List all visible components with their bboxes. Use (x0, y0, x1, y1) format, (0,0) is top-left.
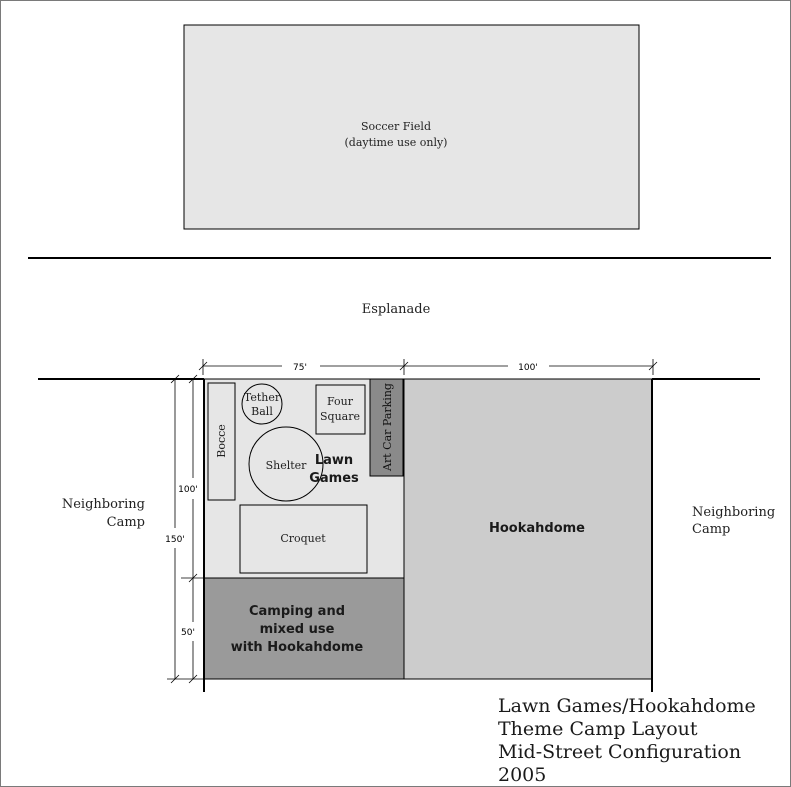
tether-ball-circle (242, 384, 282, 424)
dim-total-depth: 150' (165, 535, 185, 545)
title-line1: Lawn Games/Hookahdome (498, 695, 756, 717)
title-line2: Theme Camp Layout (498, 718, 698, 740)
hookahdome-label: Hookahdome (488, 521, 586, 536)
soccer-field-note: (daytime use only) (344, 136, 448, 149)
camping-label-line1: Camping and (248, 604, 346, 619)
title-line3: Mid-Street Configuration (498, 741, 742, 763)
art-car-parking-label: Art Car Parking (381, 383, 394, 471)
top-dimension (199, 359, 657, 375)
bocce-label: Bocce (215, 424, 228, 458)
neighbor-right-line1: Neighboring (692, 505, 776, 520)
camping-label-line2: mixed use (259, 622, 335, 637)
four-square-line1: Four (327, 395, 353, 408)
lawn-games-line2: Games (309, 471, 359, 486)
croquet-label: Croquet (280, 532, 326, 545)
dim-camping-depth: 50' (181, 628, 195, 638)
neighbor-left-line2: Camp (106, 515, 145, 530)
dim-hookah-width: 100' (518, 363, 538, 373)
camping-label-line3: with Hookahdome (230, 640, 364, 655)
lawn-games-line1: Lawn (314, 453, 354, 468)
esplanade-label: Esplanade (361, 302, 431, 317)
soccer-field-label: Soccer Field (361, 120, 431, 133)
dim-lawn-depth: 100' (178, 485, 198, 495)
title-line4: 2005 (498, 764, 547, 786)
shelter-label: Shelter (265, 459, 307, 472)
tether-ball-line1: Tether (243, 391, 281, 404)
dim-lawn-width: 75' (293, 363, 307, 373)
four-square-line2: Square (320, 410, 360, 423)
tether-ball-line2: Ball (251, 405, 273, 418)
title-block (498, 695, 788, 787)
neighbor-right-line2: Camp (692, 522, 731, 537)
neighbor-left-line1: Neighboring (61, 497, 145, 512)
